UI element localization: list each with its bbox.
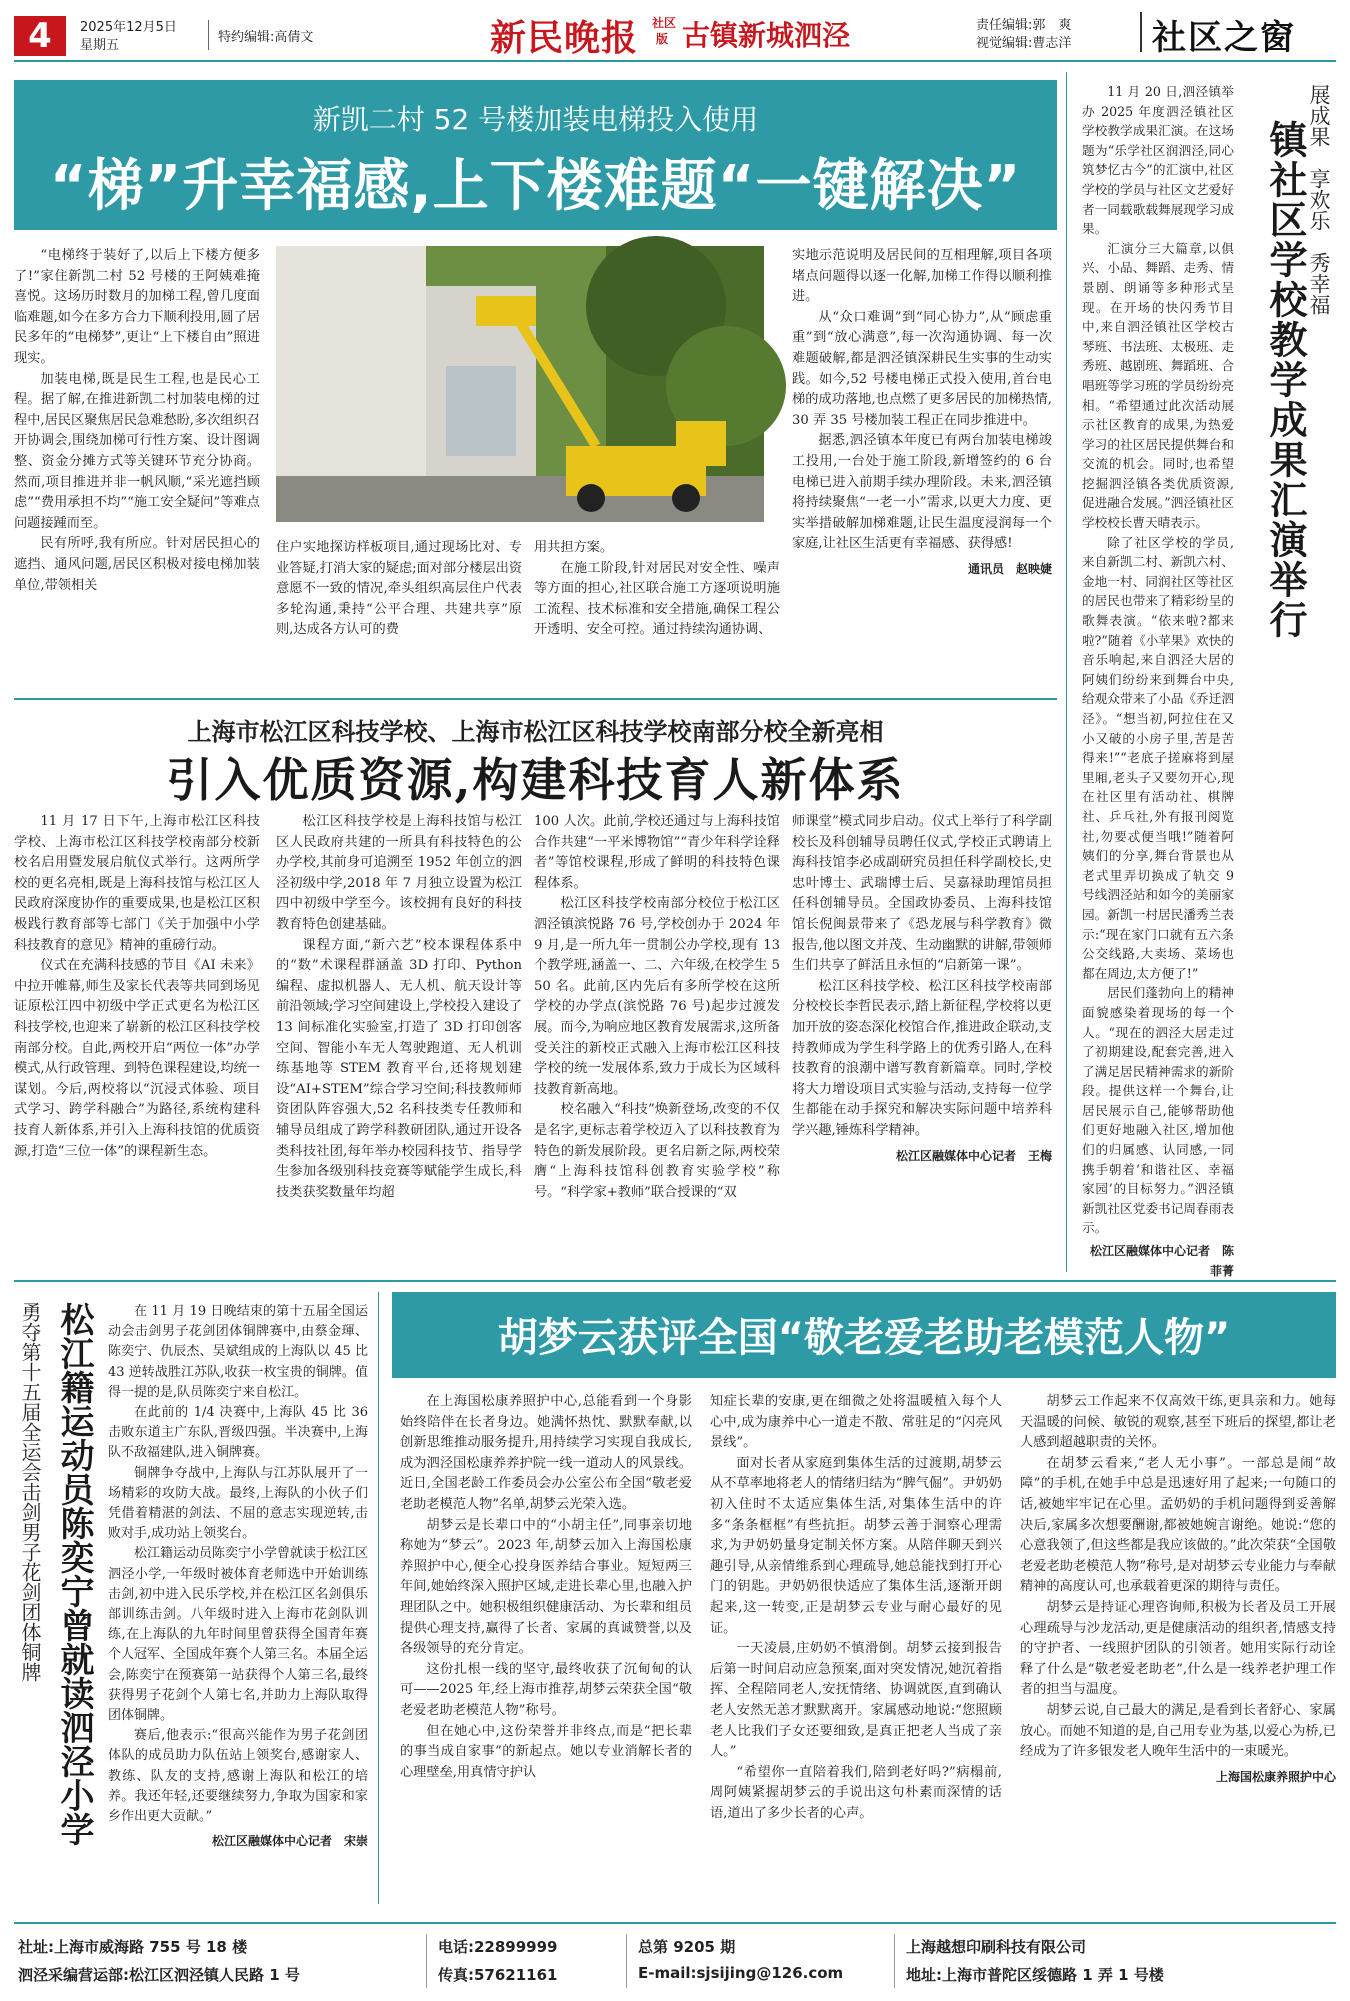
article4-body (108, 1302, 368, 1908)
paragraph: 在此前的 1/4 决赛中,上海队 45 比 36 击败东道主广东队,晋级四强。半决赛中,上海队不敌福建队,进入铜牌赛。 (108, 1405, 368, 1461)
paragraph: 除了社区学校的学员,来自新凯二村、新凯六村、金地一村、同润社区等社区的居民也带来了精彩纷呈的歌舞表演。“依来啦?都来啦?”随着《小苹果》欢快的音乐响起,来自泗泾大居的阿姨们纷纷来到舞台中央,给观众带来了小品《乔迁泗泾》。“想当初,阿拉住在又小又破的小房子里,苦是苦得来!”“老底子搓麻将到屋里厢,老头子又要勿开心,现在社区里有活动社、棋牌社、乒乓社,外有报刊阅览社,勿要忒便当哦!”随着阿姨们的分享,舞台背景也从老式里弄切换成了轨交 9 号线泗泾站和如今的美丽家园。新凯一村居民潘秀兰表示:“现在家门口就有五六条公交线路,大卖场、菜场也都在周边,太方便了!” (1082, 534, 1234, 981)
paragraph: 11 月 17 日下午,上海市松江区科技学校、上海市松江区科技学校南部分校新校名启用暨发展启航仪式举行。这两所学校的更名亮相,既是上海科技馆与松江区人民政府深度协作的重要成果,也是松江区积极践行教育部等七部门《关于加强中小学科技教育的意见》精神的重磅行动。 (14, 814, 260, 953)
article5-col1 (400, 1392, 692, 1908)
byline: 通讯员 赵映婕 (967, 561, 1052, 576)
issue-date: 2025年12月5日 (80, 20, 177, 35)
paragraph: 松江区科技学校、松江区科技学校南部分校校长李哲民表示,踏上新征程,学校将以更加开放的姿态深化校馆合作,推进政企联动,支持教师成为学生科学路上的优秀引路人,在科技教育的浪潮中谱写教育新篇章。同时,学校将大力增设项目式实验与活动,支持每一位学生都能在动手探究和解决实际问题中培养科学兴趣,锤炼科学精神。 (792, 978, 1052, 1138)
paragraph: 胡梦云工作起来不仅高效干练,更具亲和力。她每天温暖的问候、敏锐的观察,甚至下班后的探望,都让老人感到超越职责的关怀。 (1020, 1394, 1336, 1451)
paragraph: 面对长者从家庭到集体生活的过渡期,胡梦云从不草率地将老人的情绪归结为“脾气倔”。尹奶奶初入住时不太适应集体生活,对集体生活中的许多“条条框框”有些抗拒。胡梦云善于洞察心理需求,为尹奶奶量身定制关怀方案。从陪伴聊天到兴趣引导,从亲情维系到心理疏导,她总能找到打开心门的钥匙。尹奶奶很快适应了集体生活,逐渐开朗起来,这一转变,正是胡梦云专业与耐心最好的见证。 (710, 1455, 1002, 1636)
article4-title: 松江籍运动员陈奕宁曾就读泗泾小学 (54, 1302, 94, 1846)
paragraph: 松江区科技学校是上海科技馆与松江区人民政府共建的一所具有科技特色的公办学校,其前身可追溯至 1952 年创立的泗泾初级中学,2018 年 7 月独立设置为松江四中初级中学至今。该校拥有良好的科技教育特色创建基础。 (276, 814, 522, 932)
elevator-photo (276, 246, 764, 522)
paragraph: “希望你一直陪着我们,陪到老好吗?”病榻前,周阿姨紧握胡梦云的手说出这句朴素而深情的话语,道出了多少长者的心声。 (710, 1764, 1002, 1821)
visual-editor: 视觉编辑:曹志洋 (976, 36, 1072, 51)
paragraph: 在 11 月 19 日晚结束的第十五届全国运动会击剑男子花剑团体铜牌赛中,由蔡金琿、陈奕宁、仇辰杰、吴斌组成的上海队以 45 比 43 逆转战胜江苏队,收获一枚宝贵的铜牌。值得一提的是,队员陈奕宁来自松江。 (108, 1304, 368, 1400)
article2-col3 (534, 812, 780, 1270)
paragraph: 铜牌争夺战中,上海队与江苏队展开了一场精彩的攻防大战。最终,上海队的小伙子们凭借着精湛的剑法、不屈的意志实现逆转,击败对手,成功站上领奖台。 (108, 1465, 368, 1542)
article3-title: 镇社区学校教学成果汇演举行 (1263, 120, 1307, 640)
article1-title: “梯”升幸福感,上下楼难题“一键解决” (49, 154, 1022, 219)
duty-editor: 责任编辑:郭 爽 (976, 18, 1072, 33)
paragraph: 校名融入“科技”焕新登场,改变的不仅是名字,更标志着学校迈入了以科技教育为特色的新发展阶段。更名启新之际,两校荣膺“上海科技馆科创教育实验学校”称号。“科学家+教师”联合授课的“双 (534, 1102, 780, 1200)
article3-body (1082, 82, 1234, 1278)
masthead-title: 新民晚报 (490, 17, 639, 59)
paragraph: 知症长辈的安康,更在细微之处将温暖植入每个人心中,成为康养中心一道走不散、常驻足的“闪亮风景线”。 (710, 1394, 1002, 1451)
paragraph: 仪式在充满科技感的节目《AI 未来》中拉开帷幕,师生及家长代表等共同到场见证原松江四中初级中学正式更名为松江区科技学校,也迎来了崭新的松江区科技学校南部分校。自此,两校开启“两位一体”办学模式,从行政管理、到特色课程建设,均统一谋划。今后,两校将以“沉浸式体验、项目式学习、跨学科融合”为路径,系统构建科技育人新体系,并引入上海科技馆的优质资源,打造“三位一体”的课程新生态。 (14, 958, 260, 1159)
paragraph: 100 人次。此前,学校还通过与上海科技馆合作共建“一平米博物馆”“青少年科学诠释者”等馆校课程,形成了鲜明的科技特色课程体系。 (534, 814, 780, 891)
paragraph: 11 月 20 日,泗泾镇举办 2025 年度泗泾镇社区学校教学成果汇演。在这场题为“乐学社区润泗泾,同心筑梦忆古今”的汇演中,社区学校的学员与社区文艺爱好者一同载歌载舞展现学习成果。 (1082, 84, 1234, 237)
paragraph: 师课堂”模式同步启动。仪式上举行了科学副校长及科创辅导员聘任仪式,学校正式聘请上海科技馆李必成副研究员担任科学副校长,史忠叶博士、武瑞博士后、吴嘉禄助理馆员担任科创辅导员。全国政协委员、上海科技馆馆长倪闽景带来了《恐龙展与科学教育》微报告,他以图文并茂、生动幽默的讲解,带领师生们共享了鲜活且永恒的“启新第一课”。 (792, 814, 1052, 974)
article4-subtitle: 勇夺第十五届全运会击剑男子花剑团体铜牌 (18, 1302, 42, 1682)
paragraph: 加装电梯,既是民生工程,也是民心工程。据了解,在推进新凯二村加装电梯的过程中,居民区聚焦居民急难愁盼,多次组织召开协调会,围绕加梯可行性方案、设计图调整、资金分摊方式等关键环节充分协商。然而,项目推进并非一帆风顺,“采光遮挡顾虑”“费用承担不均”“施工安全疑问”等难点问题接踵而至。 (14, 371, 260, 531)
footer-address: 社址:上海市威海路 755 号 18 楼 (18, 1938, 248, 1956)
article1-subtitle: 新凯二村 52 号楼加装电梯投入使用 (312, 103, 759, 136)
article1-col1 (14, 246, 260, 666)
byline: 松江区融媒体中心记者 陈菲菁 (1089, 1244, 1234, 1278)
article2-col4 (792, 812, 1052, 1270)
paragraph: 在胡梦云看来,“老人无小事”。一部总是闹“故障”的手机,在她手中总是迅速好用了起来;一句随口的话,被她牢牢记在心里。孟奶奶的手机问题得到妥善解决后,家属多次想要酬谢,都被她婉言谢绝。她说:“您的心意我领了,但这些都是我应该做的。”此次荣获“全国敬老爱老助老模范人物”称号,是对胡梦云专业能力与奉献精神的高度认可,也承载着更深的期待与责任。 (1020, 1455, 1336, 1595)
paragraph: 松江区科技学校南部分校位于松江区泗泾镇滨悦路 76 号,学校创办于 2024 年 9 月,是一所九年一贯制公办学校,现有 13 个教学班,涵盖一、二、六年级,在校学生 550 名。此前,区内先后有多所学校在这所学校的办学点(滨悦路 76 号)起步过渡发展。而今,为响应地区教育发展需求,这所备受关注的新校正式融入上海市松江区科技学校的统一发展体系,致力于成长为区域科技教育新高地。 (534, 896, 780, 1097)
paragraph: 赛后,他表示:“很高兴能作为男子花剑团体队的成员助力队伍站上领奖台,感谢家人、教练、队友的支持,感谢上海队和松江的培养。我还年轻,还要继续努力,争取为国家和家乡作出更大贡献。” (108, 1728, 368, 1825)
issue-weekday: 星期五 (80, 38, 120, 53)
article2-title: 引入优质资源,构建科技育人新体系 (166, 753, 905, 807)
masthead (490, 6, 890, 59)
paragraph: 住户实地探访样板项目,通过现场比对、专业答疑,打消大家的疑虑;面对部分楼层出资意愿不一致的情况,牵头组织高层住户代表多轮沟通,秉持“公平合理、共建共享”原则,达成各方认可的费 (276, 540, 523, 638)
paragraph: 汇演分三大篇章,以俱兴、小品、舞蹈、走秀、情景剧、朗诵等多种形式呈现。在开场的快闪秀节目中,来自泗泾镇社区学校古琴班、书法班、太极班、走秀班、越剧班、舞蹈班、合唱班等学习班的学员纷纷亮相。“希望通过此次活动展示社区教育的成果,为热爱学习的社区居民提供舞台和交流的机会。同时,也希望挖掘泗泾镇各类优质资源,促进融合发展。”泗泾镇社区学校校长曹天晴表示。 (1082, 240, 1234, 531)
article2-subtitle: 上海市松江区科技学校、上海市松江区科技学校南部分校全新亮相 (187, 718, 884, 746)
paragraph: 在施工阶段,针对居民对安全性、噪声等方面的担心,社区联合施工方逐项说明施工流程、技术标准和安全措施,确保工程公开透明、安全可控。通过持续沟通协调、 (534, 560, 780, 638)
paragraph: 课程方面,“新六艺”校本课程体系中的“数”术课程群涵盖 3D 打印、Python 编程、虚拟机器人、无人机、航天设计等前沿领域;学习空间建设上,学校投入建设了 13 间标准化实验室,打造了 3D 打印创客空间、智能小车无人驾驶跑道、无人机训练基地等 STEM 教育平台,还将规划建设“AI+STEM”综合学习空间;科技教师师资团队阵容强大,52 名科技类专任教师和辅导员组成了跨学科教研团队,通过开设各类科技社团,每年举办校园科技节、指导学生参加各级别科技竞赛等赋能学生成长,科技类获奖数量年均超 (276, 937, 523, 1200)
article2-header (14, 690, 1057, 807)
footer-station: 泗泾采编营运部:松江区泗泾镇人民路 1 号 (18, 1966, 300, 1984)
article1-banner (14, 80, 1057, 230)
paragraph: 胡梦云说,自己最大的满足,是看到长者舒心、家属放心。而她不知道的是,自己用专业为基,以爱心为桥,已经成为了许多银发老人晚年生活中的一束暖光。 (1020, 1702, 1336, 1760)
page-number: 4 (14, 16, 66, 56)
footer-email: E-mail:sjsijing@126.com (638, 1964, 844, 1982)
paragraph: 据悉,泗泾镇本年度已有两台加装电梯竣工投用,一台处于施工阶段,新增签约的 6 台电梯已进入前期手续办理阶段。未来,泗泾镇将持续聚焦“一老一小”需求,以更大力度、更实举措破解加梯难题,让民生温度浸润每一个家庭,让社区生活更有幸福感、获得感! (792, 433, 1052, 552)
footer-printer-address: 地址:上海市普陀区绥德路 1 弄 1 号楼 (906, 1966, 1164, 1984)
article5-col2 (710, 1392, 1002, 1908)
masthead-sub1: 社区 (652, 16, 677, 30)
section-title: 社区之窗 (1152, 18, 1296, 58)
paragraph: 胡梦云是长辈口中的“小胡主任”,同事亲切地称她为“梦云”。2023 年,胡梦云加入上海国松康养照护中心,便全心投身医养结合事业。短短两三年间,她始终深入照护区域,走进长辈心里,也融入护理团队之中。她积极组织健康活动、为长辈和组员提供心理支持,赢得了长者、家属的真诚赞誉,以及各级领导的充分肯定。 (400, 1517, 692, 1657)
article1-col3 (534, 538, 780, 666)
footer-issue: 总第 9205 期 (638, 1938, 736, 1956)
special-editor: 特约编辑:高倩文 (218, 30, 314, 45)
footer-phone: 电话:22899999 (438, 1938, 558, 1956)
elevator-construction-image (276, 246, 764, 522)
article5-title: 胡梦云获评全国“敬老爱老助老模范人物” (497, 1315, 1231, 1361)
byline: 上海国松康养照护中心 (1215, 1769, 1336, 1784)
masthead-edition: 古镇新城泗泾 (682, 19, 851, 52)
byline: 松江区融媒体中心记者 宋崇 (211, 1834, 368, 1849)
byline: 松江区融媒体中心记者 王梅 (895, 1148, 1052, 1163)
footer (14, 1922, 1336, 1996)
article5-banner (392, 1292, 1336, 1378)
paragraph: 居民们蓬勃向上的精神面貌感染着现场的每一个人。“现在的泗泾大居走过了初期建设,配套完善,进入了满足居民精神需求的新阶段。提供这样一个舞台,让居民展示自己,能够帮助他们更好地融入社区,增加他们的归属感、认同感,一同携手朝着‘和谐社区、幸福家园’的目标努力。”泗泾镇新凯社区党委书记周春雨表示。 (1082, 985, 1234, 1236)
paragraph: 用共担方案。 (534, 540, 614, 555)
article3-subtitle: 展成果 享欢乐 秀幸福 (1307, 84, 1331, 315)
footer-printer: 上海越想印刷科技有限公司 (906, 1938, 1087, 1956)
paragraph: 但在她心中,这份荣誉并非终点,而是“把长辈的事当成自家事”的新起点。她以专业消解长者的心理壁垒,用真情守护认 (400, 1723, 692, 1780)
paragraph: “电梯终于装好了,以后上下楼方便多了!”家住新凯二村 52 号楼的王阿姨难掩喜悦。这场历时数月的加梯工程,曾几度面临难题,如今在多方合力下顺利投用,圆了居民多年的“电梯梦”,更让“上下楼自由”照进现实。 (14, 248, 260, 366)
paragraph: 松江籍运动员陈奕宁小学曾就读于松江区泗泾小学,一年级时被体育老师选中开始训练击剑,初中进入民乐学校,并在松江区名剑俱乐部训练击剑。八年级时进入上海市花剑队训练,在上海队的九年时间里曾获得全国青年赛个人冠军、全国成年赛个人第三名。本届全运会,陈奕宁在预赛第一站获得个人第三名,最终获得男子花剑个人第七名,并助力上海队取得团体铜牌。 (108, 1546, 369, 1724)
masthead-sub2: 版 (656, 32, 669, 46)
article2-col1 (14, 812, 260, 1270)
paragraph: 胡梦云是持证心理咨询师,积极为长者及员工开展心理疏导与沙龙活动,更是健康活动的组织者,情感支持的守护者、一线照护团队的引领者。她用实际行动诠释了什么是“敬老爱老助老”,什么是一线养老护理工作者的担当与温度。 (1020, 1599, 1336, 1698)
footer-fax: 传真:57621161 (438, 1966, 558, 1984)
page-header (0, 0, 1350, 62)
paragraph: 一天凌晨,庄奶奶不慎滑倒。胡梦云接到报告后第一时间启动应急预案,面对突发情况,她沉着指挥、全程陪同老人,安抚情绪、协调就医,直到确认老人安然无恙才默默离开。家属感动地说:“您照顾老人比我们子女还要细致,是真正把老人当成了亲人。” (710, 1641, 1002, 1760)
article1-col4 (792, 246, 1052, 666)
article5-col3 (1020, 1392, 1336, 1908)
paragraph: 实地示范说明及居民间的互相理解,项目各项堵点问题得以逐一化解,加梯工作得以顺利推进。 (792, 248, 1052, 305)
paragraph: 在上海国松康养照护中心,总能看到一个身影始终陪伴在长者身边。她满怀热忱、默默奉献,以创新思维推动服务提升,用持续学习实现自我成长,成为泗泾国松康养养护院一线一道动人的风景线。近日,全国老龄工作委员会办公室公布全国“敬老爱老助老模范人物”名单,胡梦云光荣入选。 (400, 1394, 692, 1512)
paragraph: 从“众口难调”到“同心协力”,从“顾虑重重”到“放心满意”,每一次沟通协调、每一次难题破解,都是泗泾镇深耕民生实事的生动实践。如今,52 号楼电梯正式投入使用,首台电梯的成功落地,也点燃了更多居民的加梯热情,30 弄 35 号楼加装工程正在同步推进中。 (792, 309, 1052, 428)
article2-col2 (276, 812, 522, 1270)
article1-col2 (276, 538, 522, 666)
paragraph: 民有所呼,我有所应。针对居民担心的遮挡、通风问题,居民区积极对接电梯加装单位,带领相关 (14, 536, 260, 593)
paragraph: 这份扎根一线的坚守,最终收获了沉甸甸的认可——2025 年,经上海市推荐,胡梦云荣获全国“敬老爱老助老模范人物”称号。 (400, 1661, 692, 1718)
